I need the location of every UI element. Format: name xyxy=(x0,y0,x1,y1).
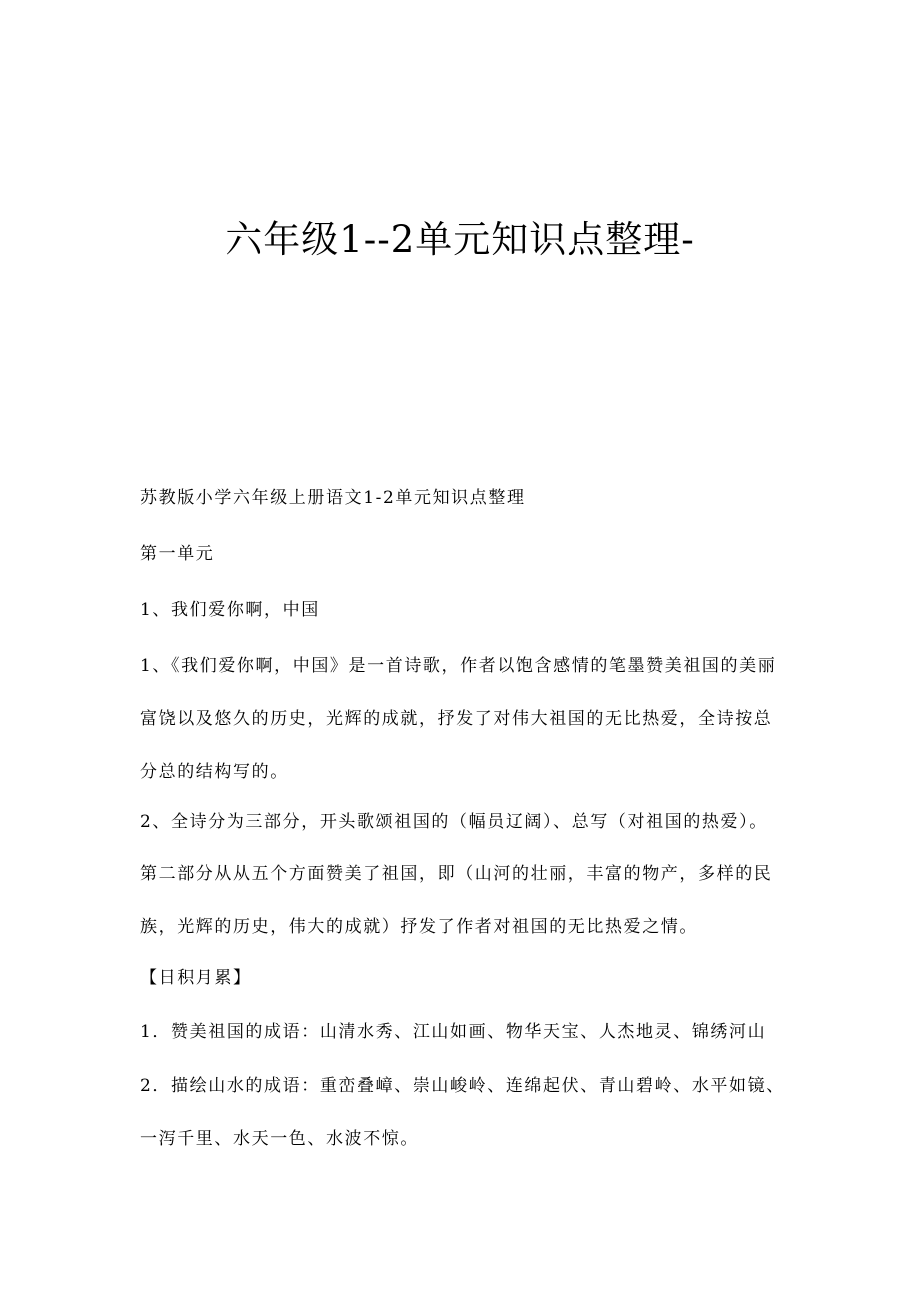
paragraph-idioms-praise: 1．赞美祖国的成语：山清水秀、江山如画、物华天宝、人杰地灵、锦绣河山 xyxy=(140,1022,767,1042)
paragraph-lesson-heading: 1、我们爱你啊，中国 xyxy=(140,600,320,620)
paragraph-idioms-landscape: 2．描绘山水的成语：重峦叠嶂、崇山峻岭、连绵起伏、青山碧岭、水平如镜、一泻千里、水天一色、水波不惊。 xyxy=(140,1076,785,1149)
paragraph-accumulation-heading: 【日积月累】 xyxy=(140,968,252,988)
document-title: 六年级1--2单元知识点整理- xyxy=(225,218,695,261)
paragraph-point-2: 2、全诗分为三部分，开头歌颂祖国的（幅员辽阔）、总写（对祖国的热爱）。 xyxy=(140,812,768,832)
paragraph-unit-heading: 第一单元 xyxy=(140,544,215,564)
paragraph-subtitle: 苏教版小学六年级上册语文1-2单元知识点整理 xyxy=(140,488,526,508)
paragraph-point-1: 1、《我们爱你啊，中国》是一首诗歌，作者以饱含感情的笔墨赞美祖国的美丽富饶以及悠久的历史，光辉的成就，抒发了对伟大祖国的无比热爱，全诗按总分总的结构写的。 xyxy=(140,656,777,782)
paragraph-part-two: 第二部分从从五个方面赞美了祖国，即（山河的壮丽，丰富的物产，多样的民族，光辉的历史，伟大的成就）抒发了作者对祖国的无比热爱之情。 xyxy=(140,864,773,937)
